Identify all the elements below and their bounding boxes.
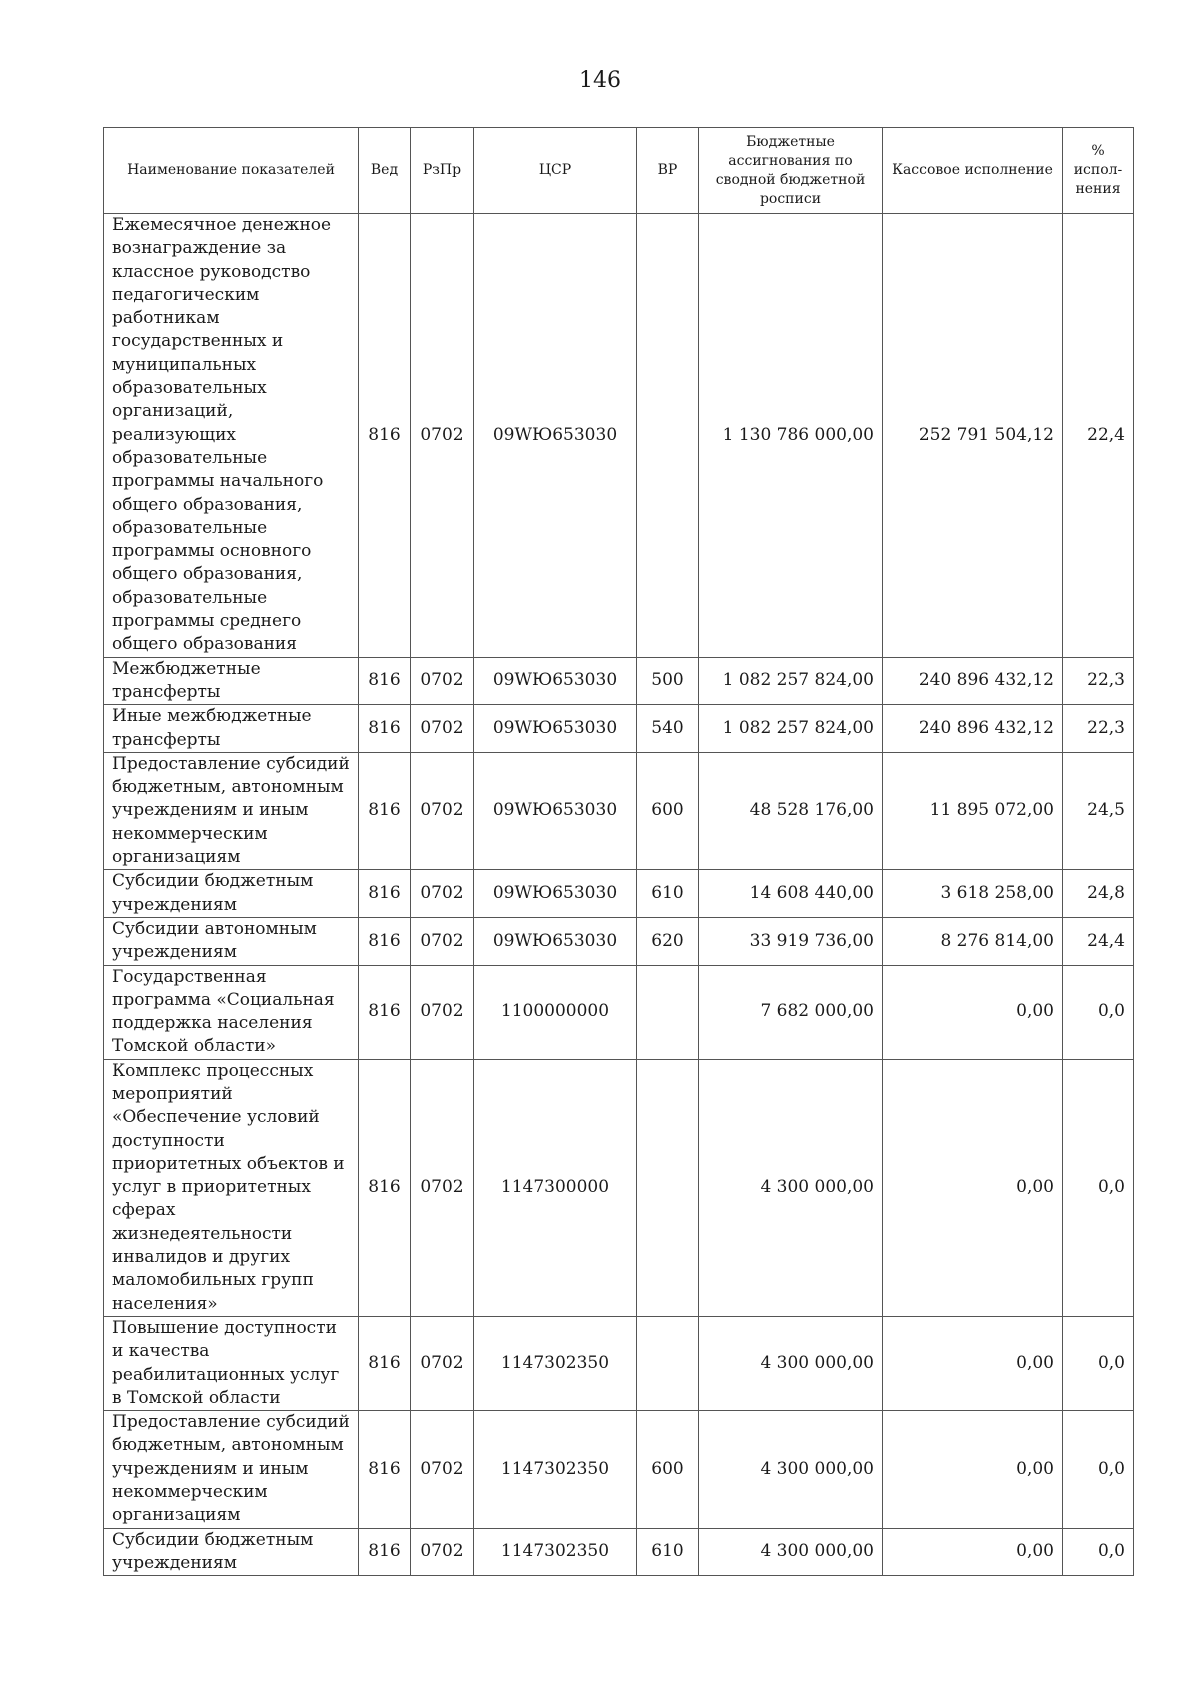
table-row (104, 870, 1134, 918)
cell-vr: 610 (637, 870, 699, 918)
cell-execution-percent: 22,3 (1063, 657, 1134, 705)
cell-name: Предоставление субсидий бюджетным, автономным учреждениям и иным некоммерческим организациям (104, 752, 359, 869)
cell-rzpr: 0702 (411, 917, 474, 965)
cell-vr: 540 (637, 705, 699, 753)
cell-execution-percent: 24,8 (1063, 870, 1134, 918)
cell-csr: 09WЮ653030 (474, 870, 637, 918)
header-execution-percent: % испол-нения (1063, 128, 1134, 214)
cell-name: Межбюджетные трансферты (104, 657, 359, 705)
cell-vr: 500 (637, 657, 699, 705)
header-rzpr: РзПр (411, 128, 474, 214)
budget-table (103, 127, 1134, 1576)
cell-ved: 816 (359, 1316, 411, 1410)
cell-execution-percent: 0,0 (1063, 1316, 1134, 1410)
cell-name: Повышение доступности и качества реабилитационных услуг в Томской области (104, 1316, 359, 1410)
cell-cash-execution: 0,00 (883, 1528, 1063, 1576)
cell-assignments: 4 300 000,00 (699, 1059, 883, 1316)
cell-assignments: 4 300 000,00 (699, 1528, 883, 1576)
cell-vr (637, 965, 699, 1059)
cell-cash-execution: 11 895 072,00 (883, 752, 1063, 869)
cell-name: Предоставление субсидий бюджетным, автономным учреждениям и иным некоммерческим организациям (104, 1411, 359, 1528)
cell-vr (637, 1316, 699, 1410)
cell-vr (637, 1059, 699, 1316)
table-row (104, 1528, 1134, 1576)
cell-assignments: 7 682 000,00 (699, 965, 883, 1059)
cell-ved: 816 (359, 705, 411, 753)
cell-csr: 09WЮ653030 (474, 657, 637, 705)
cell-ved: 816 (359, 1528, 411, 1576)
cell-vr: 610 (637, 1528, 699, 1576)
cell-rzpr: 0702 (411, 1059, 474, 1316)
cell-execution-percent: 0,0 (1063, 1411, 1134, 1528)
table-row (104, 705, 1134, 753)
table-row (104, 657, 1134, 705)
cell-ved: 816 (359, 752, 411, 869)
cell-assignments: 1 082 257 824,00 (699, 657, 883, 705)
cell-rzpr: 0702 (411, 705, 474, 753)
table-header (104, 128, 1134, 214)
cell-name: Комплекс процессных мероприятий «Обеспечение условий доступности приоритетных объектов и услуг в приоритетных сферах жизнедеятельности инвалидов и других маломобильных групп населения» (104, 1059, 359, 1316)
cell-assignments: 1 130 786 000,00 (699, 214, 883, 658)
cell-ved: 816 (359, 1059, 411, 1316)
cell-assignments: 14 608 440,00 (699, 870, 883, 918)
header-ved: Вед (359, 128, 411, 214)
header-csr: ЦСР (474, 128, 637, 214)
cell-name: Субсидии бюджетным учреждениям (104, 1528, 359, 1576)
cell-name: Государственная программа «Социальная поддержка населения Томской области» (104, 965, 359, 1059)
header-name: Наименование показателей (104, 128, 359, 214)
cell-ved: 816 (359, 657, 411, 705)
cell-csr: 09WЮ653030 (474, 752, 637, 869)
cell-rzpr: 0702 (411, 1316, 474, 1410)
cell-ved: 816 (359, 214, 411, 658)
cell-csr: 1147300000 (474, 1059, 637, 1316)
cell-csr: 1147302350 (474, 1316, 637, 1410)
cell-ved: 816 (359, 965, 411, 1059)
cell-rzpr: 0702 (411, 965, 474, 1059)
cell-execution-percent: 22,4 (1063, 214, 1134, 658)
cell-csr: 1147302350 (474, 1411, 637, 1528)
cell-cash-execution: 0,00 (883, 1316, 1063, 1410)
table-row (104, 1059, 1134, 1316)
cell-ved: 816 (359, 870, 411, 918)
cell-rzpr: 0702 (411, 1411, 474, 1528)
cell-rzpr: 0702 (411, 657, 474, 705)
cell-vr: 600 (637, 752, 699, 869)
header-vr: ВР (637, 128, 699, 214)
cell-csr: 09WЮ653030 (474, 705, 637, 753)
cell-execution-percent: 0,0 (1063, 1528, 1134, 1576)
cell-cash-execution: 0,00 (883, 1411, 1063, 1528)
cell-execution-percent: 22,3 (1063, 705, 1134, 753)
cell-execution-percent: 24,5 (1063, 752, 1134, 869)
cell-rzpr: 0702 (411, 214, 474, 658)
table-row (104, 1316, 1134, 1410)
cell-csr: 1100000000 (474, 965, 637, 1059)
page-number: 146 (579, 68, 621, 93)
cell-execution-percent: 0,0 (1063, 965, 1134, 1059)
cell-assignments: 1 082 257 824,00 (699, 705, 883, 753)
cell-name: Субсидии автономным учреждениям (104, 917, 359, 965)
cell-cash-execution: 252 791 504,12 (883, 214, 1063, 658)
cell-execution-percent: 24,4 (1063, 917, 1134, 965)
cell-name: Субсидии бюджетным учреждениям (104, 870, 359, 918)
cell-name: Ежемесячное денежное вознаграждение за классное руководство педагогическим работникам государственных и муниципальных образовательных организаций, реализующих образовательные программы начального общего образования, образовательные программы основного общего образования, образовательные программы среднего общего образования (104, 214, 359, 658)
cell-vr: 600 (637, 1411, 699, 1528)
table-row (104, 214, 1134, 658)
cell-cash-execution: 3 618 258,00 (883, 870, 1063, 918)
table-row (104, 917, 1134, 965)
table-row (104, 752, 1134, 869)
cell-vr (637, 214, 699, 658)
cell-assignments: 48 528 176,00 (699, 752, 883, 869)
cell-name: Иные межбюджетные трансферты (104, 705, 359, 753)
cell-rzpr: 0702 (411, 752, 474, 869)
table-body (104, 214, 1134, 1576)
cell-execution-percent: 0,0 (1063, 1059, 1134, 1316)
cell-cash-execution: 8 276 814,00 (883, 917, 1063, 965)
cell-cash-execution: 0,00 (883, 1059, 1063, 1316)
cell-cash-execution: 0,00 (883, 965, 1063, 1059)
cell-rzpr: 0702 (411, 870, 474, 918)
cell-assignments: 4 300 000,00 (699, 1316, 883, 1410)
cell-csr: 09WЮ653030 (474, 917, 637, 965)
cell-ved: 816 (359, 1411, 411, 1528)
cell-csr: 09WЮ653030 (474, 214, 637, 658)
cell-assignments: 4 300 000,00 (699, 1411, 883, 1528)
cell-cash-execution: 240 896 432,12 (883, 657, 1063, 705)
cell-vr: 620 (637, 917, 699, 965)
cell-assignments: 33 919 736,00 (699, 917, 883, 965)
table-row (104, 1411, 1134, 1528)
cell-ved: 816 (359, 917, 411, 965)
table-row (104, 965, 1134, 1059)
cell-rzpr: 0702 (411, 1528, 474, 1576)
cell-csr: 1147302350 (474, 1528, 637, 1576)
cell-cash-execution: 240 896 432,12 (883, 705, 1063, 753)
header-cash-execution: Кассовое исполнение (883, 128, 1063, 214)
header-assignments: Бюджетные ассигнования по сводной бюджетной росписи (699, 128, 883, 214)
